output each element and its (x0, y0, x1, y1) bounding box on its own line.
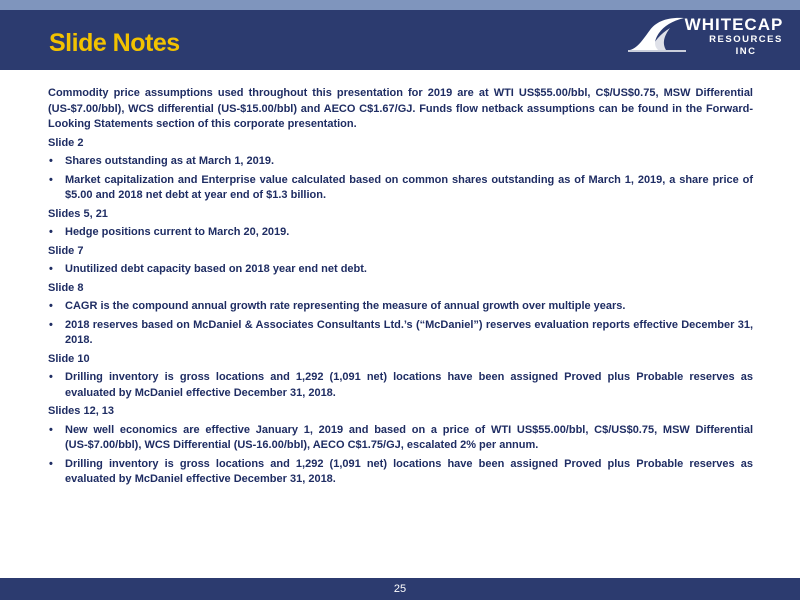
bullet-list (48, 225, 753, 241)
logo-name: WHITECAP (684, 15, 784, 34)
logo-subtitle: RESOURCES INC (709, 34, 783, 57)
bullet-item: • Drilling inventory is gross locations and 1,292 (1,091 net) locations have been assigned Proved plus Probable reserves as evaluated by McDaniel effective December 31, 2018. (48, 370, 753, 401)
page-title: Slide Notes (49, 29, 180, 57)
bullet-item: • CAGR is the compound annual growth rate representing the measure of annual growth over multiple years. (48, 299, 753, 315)
section-heading: Slides 5, 21 (48, 207, 108, 220)
section-heading: Slides 12, 13 (48, 405, 115, 417)
logo-wordmark (674, 14, 794, 58)
company-logo (628, 12, 790, 60)
bullet-list (48, 370, 753, 401)
bullet-list (48, 154, 753, 204)
section-heading: Slide 10 (48, 352, 90, 365)
bullet-item: • Drilling inventory is gross locations and 1,292 (1,091 net) locations have been assigned Proved plus Probable reserves as evaluated by McDaniel effective December 31, 2018. (48, 457, 753, 488)
intro-paragraph: Commodity price assumptions used throughout this presentation for 2019 are at WTI US$55.00/bbl, C$/US$0.75, MSW Differential (US-$7.00/bbl), WCS differential (US-$15.00/bbl) and AECO C$1.67/GJ. Funds flow netback assumptions can be found in the Forward-Looking Statements section of this corporate presentation. (48, 87, 753, 130)
bullet-item: • Market capitalization and Enterprise value calculated based on common shares outstanding as of March 1, 2019, a share price of $5.00 and 2018 net debt at year end of $1.3 billion. (48, 173, 753, 204)
bullet-list (48, 262, 753, 278)
bullet-list (48, 299, 753, 349)
section-heading: Slide 2 (48, 136, 84, 149)
top-accent-strip (0, 0, 800, 10)
slide-footer (0, 578, 800, 600)
notes-body (48, 86, 753, 491)
section-heading: Slide 8 (48, 281, 84, 294)
bullet-item: • 2018 reserves based on McDaniel & Associates Consultants Ltd.’s (“McDaniel”) reserves evaluation reports effective December 31, 2018. (48, 318, 753, 349)
bullet-item: • Hedge positions current to March 20, 2019. (48, 225, 753, 241)
bullet-list (48, 423, 753, 488)
bullet-item: • Shares outstanding as at March 1, 2019. (48, 154, 753, 170)
page-number: 25 (393, 583, 407, 595)
bullet-item: • New well economics are effective January 1, 2019 and based on a price of WTI US$55.00/bbl, C$/US$0.75, MSW Differential (US-$7.00/bbl), WCS Differential (US-16.00/bbl), AECO C$1.75/GJ, escalated 2% per annum. (48, 423, 753, 454)
section-heading: Slide 7 (48, 244, 84, 257)
bullet-item: • Unutilized debt capacity based on 2018 year end net debt. (48, 262, 753, 278)
